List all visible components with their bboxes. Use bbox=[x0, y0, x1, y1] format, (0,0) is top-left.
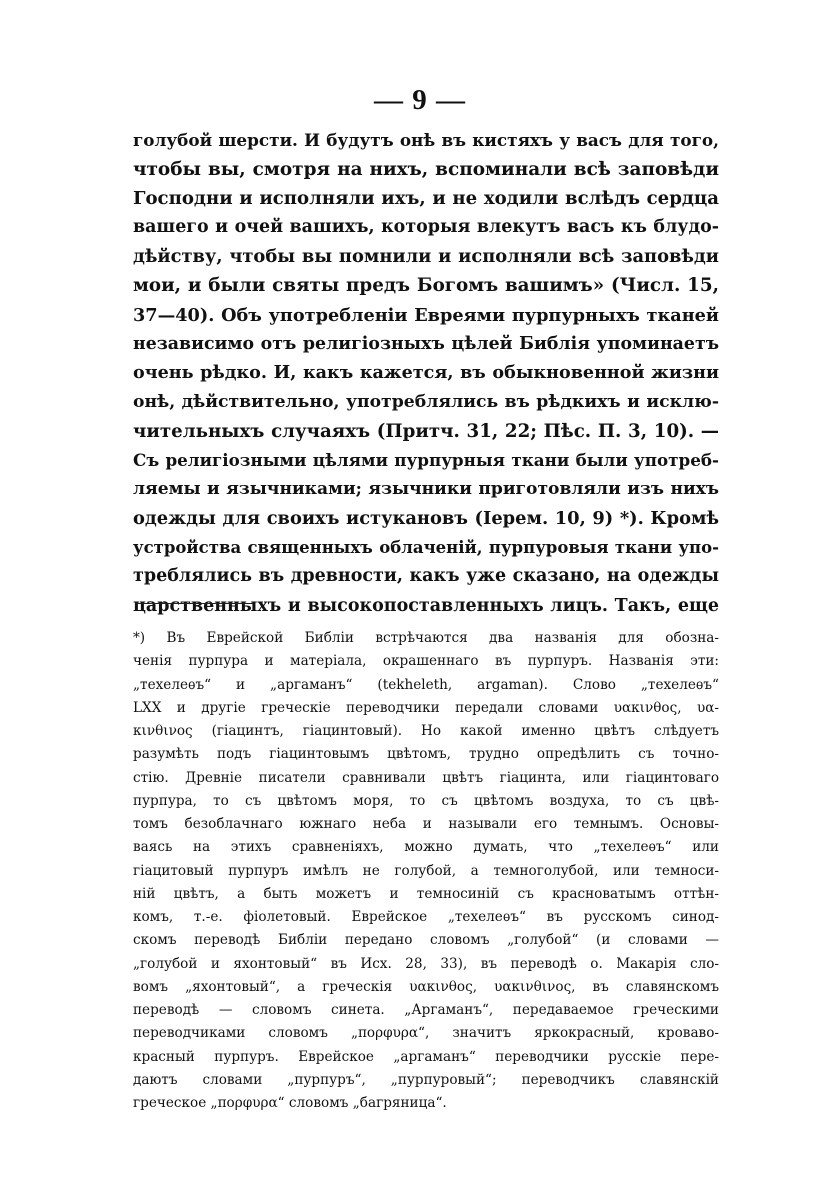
footnote-line: гіацитовый пурпуръ имѣлъ не голубой, а темноголубой, или темноси- bbox=[133, 862, 719, 879]
footnote-line: греческое „πορφυρα“ словомъ „багряница“. bbox=[133, 1095, 447, 1111]
main-text-line: очень рѣдко. И, какъ кажется, въ обыкновенной жизни bbox=[133, 362, 719, 383]
main-text bbox=[133, 126, 719, 621]
main-text-line: вашего и очей вашихъ, которыя влекутъ васъ къ блудо- bbox=[133, 217, 719, 238]
footnote-line: переводѣ — словомъ синета. „Аргаманъ“, передаваемое греческими bbox=[133, 1002, 719, 1018]
footnote bbox=[133, 627, 719, 1115]
footnote-line: LXX и другіе греческіе переводчики передали словами υακινθος, υα- bbox=[133, 699, 719, 716]
main-text-line: одежды для своихъ истукановъ (Iерем. 10, 9) *). Кромѣ bbox=[133, 508, 719, 530]
footnote-line: скомъ переводѣ Библіи передано словомъ „голубой“ (и словами — bbox=[133, 932, 719, 949]
footnote-line: красный пурпуръ. Еврейское „аргаманъ“ переводчики русскіе пере- bbox=[133, 1048, 719, 1065]
footnote-line: стію. Древніе писатели сравнивали цвѣтъ гіацинта, или гіацинтоваго bbox=[133, 769, 719, 786]
main-text-line: дѣйству, чтобы вы помнили и исполняли всѣ заповѣди bbox=[133, 246, 719, 268]
main-text-line: устройства священныхъ облаченій, пурпуровыя ткани упо- bbox=[133, 537, 719, 558]
footnote-line: „голубой и яхонтовый“ въ Исх. 28, 33), въ переводѣ о. Макарія сло- bbox=[133, 955, 719, 972]
main-text-line: чительныхъ случаяхъ (Притч. 31, 22; Пѣс. П. 3, 10). — bbox=[133, 420, 719, 442]
footnote-line: разумѣть подъ гіацинтовымъ цвѣтомъ, трудно опредѣлить съ точно- bbox=[133, 746, 719, 763]
main-text-line: царственныхъ и высокопоставленныхъ лицъ. Такъ, еще bbox=[133, 595, 719, 616]
main-text-line: мои, и были святы предъ Богомъ вашимъ» (Числ. 15, bbox=[133, 275, 719, 297]
footnote-line: ченія пурпура и матеріала, окрашеннаго въ пурпуръ. Названія эти: bbox=[133, 653, 719, 670]
page-number: — 9 — bbox=[374, 84, 466, 116]
footnote-separator bbox=[135, 603, 253, 604]
main-text-line: 37—40). Объ употребленіи Евреями пурпурныхъ тканей bbox=[133, 304, 719, 326]
footnote-line: вомъ „яхонтовый“, а греческія υακινθος, υακινθινος, въ славянскомъ bbox=[133, 978, 719, 995]
footnote-line: *) Въ Еврейской Библіи встрѣчаются два названія для обозна- bbox=[133, 630, 719, 646]
footnote-line: ваясь на этихъ сравненіяхъ, можно думать, что „техелеѳъ“ или bbox=[133, 839, 719, 856]
footnote-line: пурпура, то съ цвѣтомъ моря, то съ цвѣтомъ воздуха, то съ цвѣ- bbox=[133, 792, 719, 809]
footnote-line: томъ безоблачнаго южнаго неба и называли его темнымъ. Основы- bbox=[133, 816, 719, 832]
main-text-line: онѣ, дѣйствительно, употреблялись въ рѣдкихъ и исклю- bbox=[133, 391, 719, 412]
footnote-line: „техелеѳъ“ и „аргаманъ“ (tekheleth, argaman). Слово „техелеѳъ“ bbox=[133, 676, 719, 693]
footnote-line: ній цвѣтъ, а быть можетъ и темносиній съ красноватымъ оттѣн- bbox=[133, 885, 719, 902]
main-text-line: Господни и исполняли ихъ, и не ходили вслѣдъ сердца bbox=[133, 188, 719, 210]
main-text-line: чтобы вы, смотря на нихъ, вспоминали всѣ заповѣди bbox=[133, 159, 719, 181]
footnote-line: κινθινος (гіацинтъ, гіацинтовый). Но какой именно цвѣтъ слѣдуетъ bbox=[133, 723, 719, 739]
main-text-line: голубой шерсти. И будутъ онѣ въ кистяхъ у васъ для того, bbox=[133, 130, 719, 150]
main-text-line: ляемы и язычниками; язычники приготовляли изъ нихъ bbox=[133, 479, 719, 500]
footnote-line: даютъ словами „пурпуръ“, „пурпуровый“; переводчикъ славянскій bbox=[133, 1071, 719, 1088]
main-text-line: треблялись въ древности, какъ уже сказано, на одежды bbox=[133, 566, 719, 587]
footnote-line: комъ, т.-е. фіолетовый. Еврейское „техелеѳъ“ въ русскомъ синод- bbox=[133, 909, 719, 925]
main-text-line: Съ религіозными цѣлями пурпурныя ткани были употреб- bbox=[133, 450, 719, 471]
footnote-line: переводчиками словомъ „πορφυρα“, значитъ яркокрасный, кроваво- bbox=[133, 1025, 719, 1042]
main-text-line: независимо отъ религіозныхъ цѣлей Библія упоминаетъ bbox=[133, 333, 719, 354]
